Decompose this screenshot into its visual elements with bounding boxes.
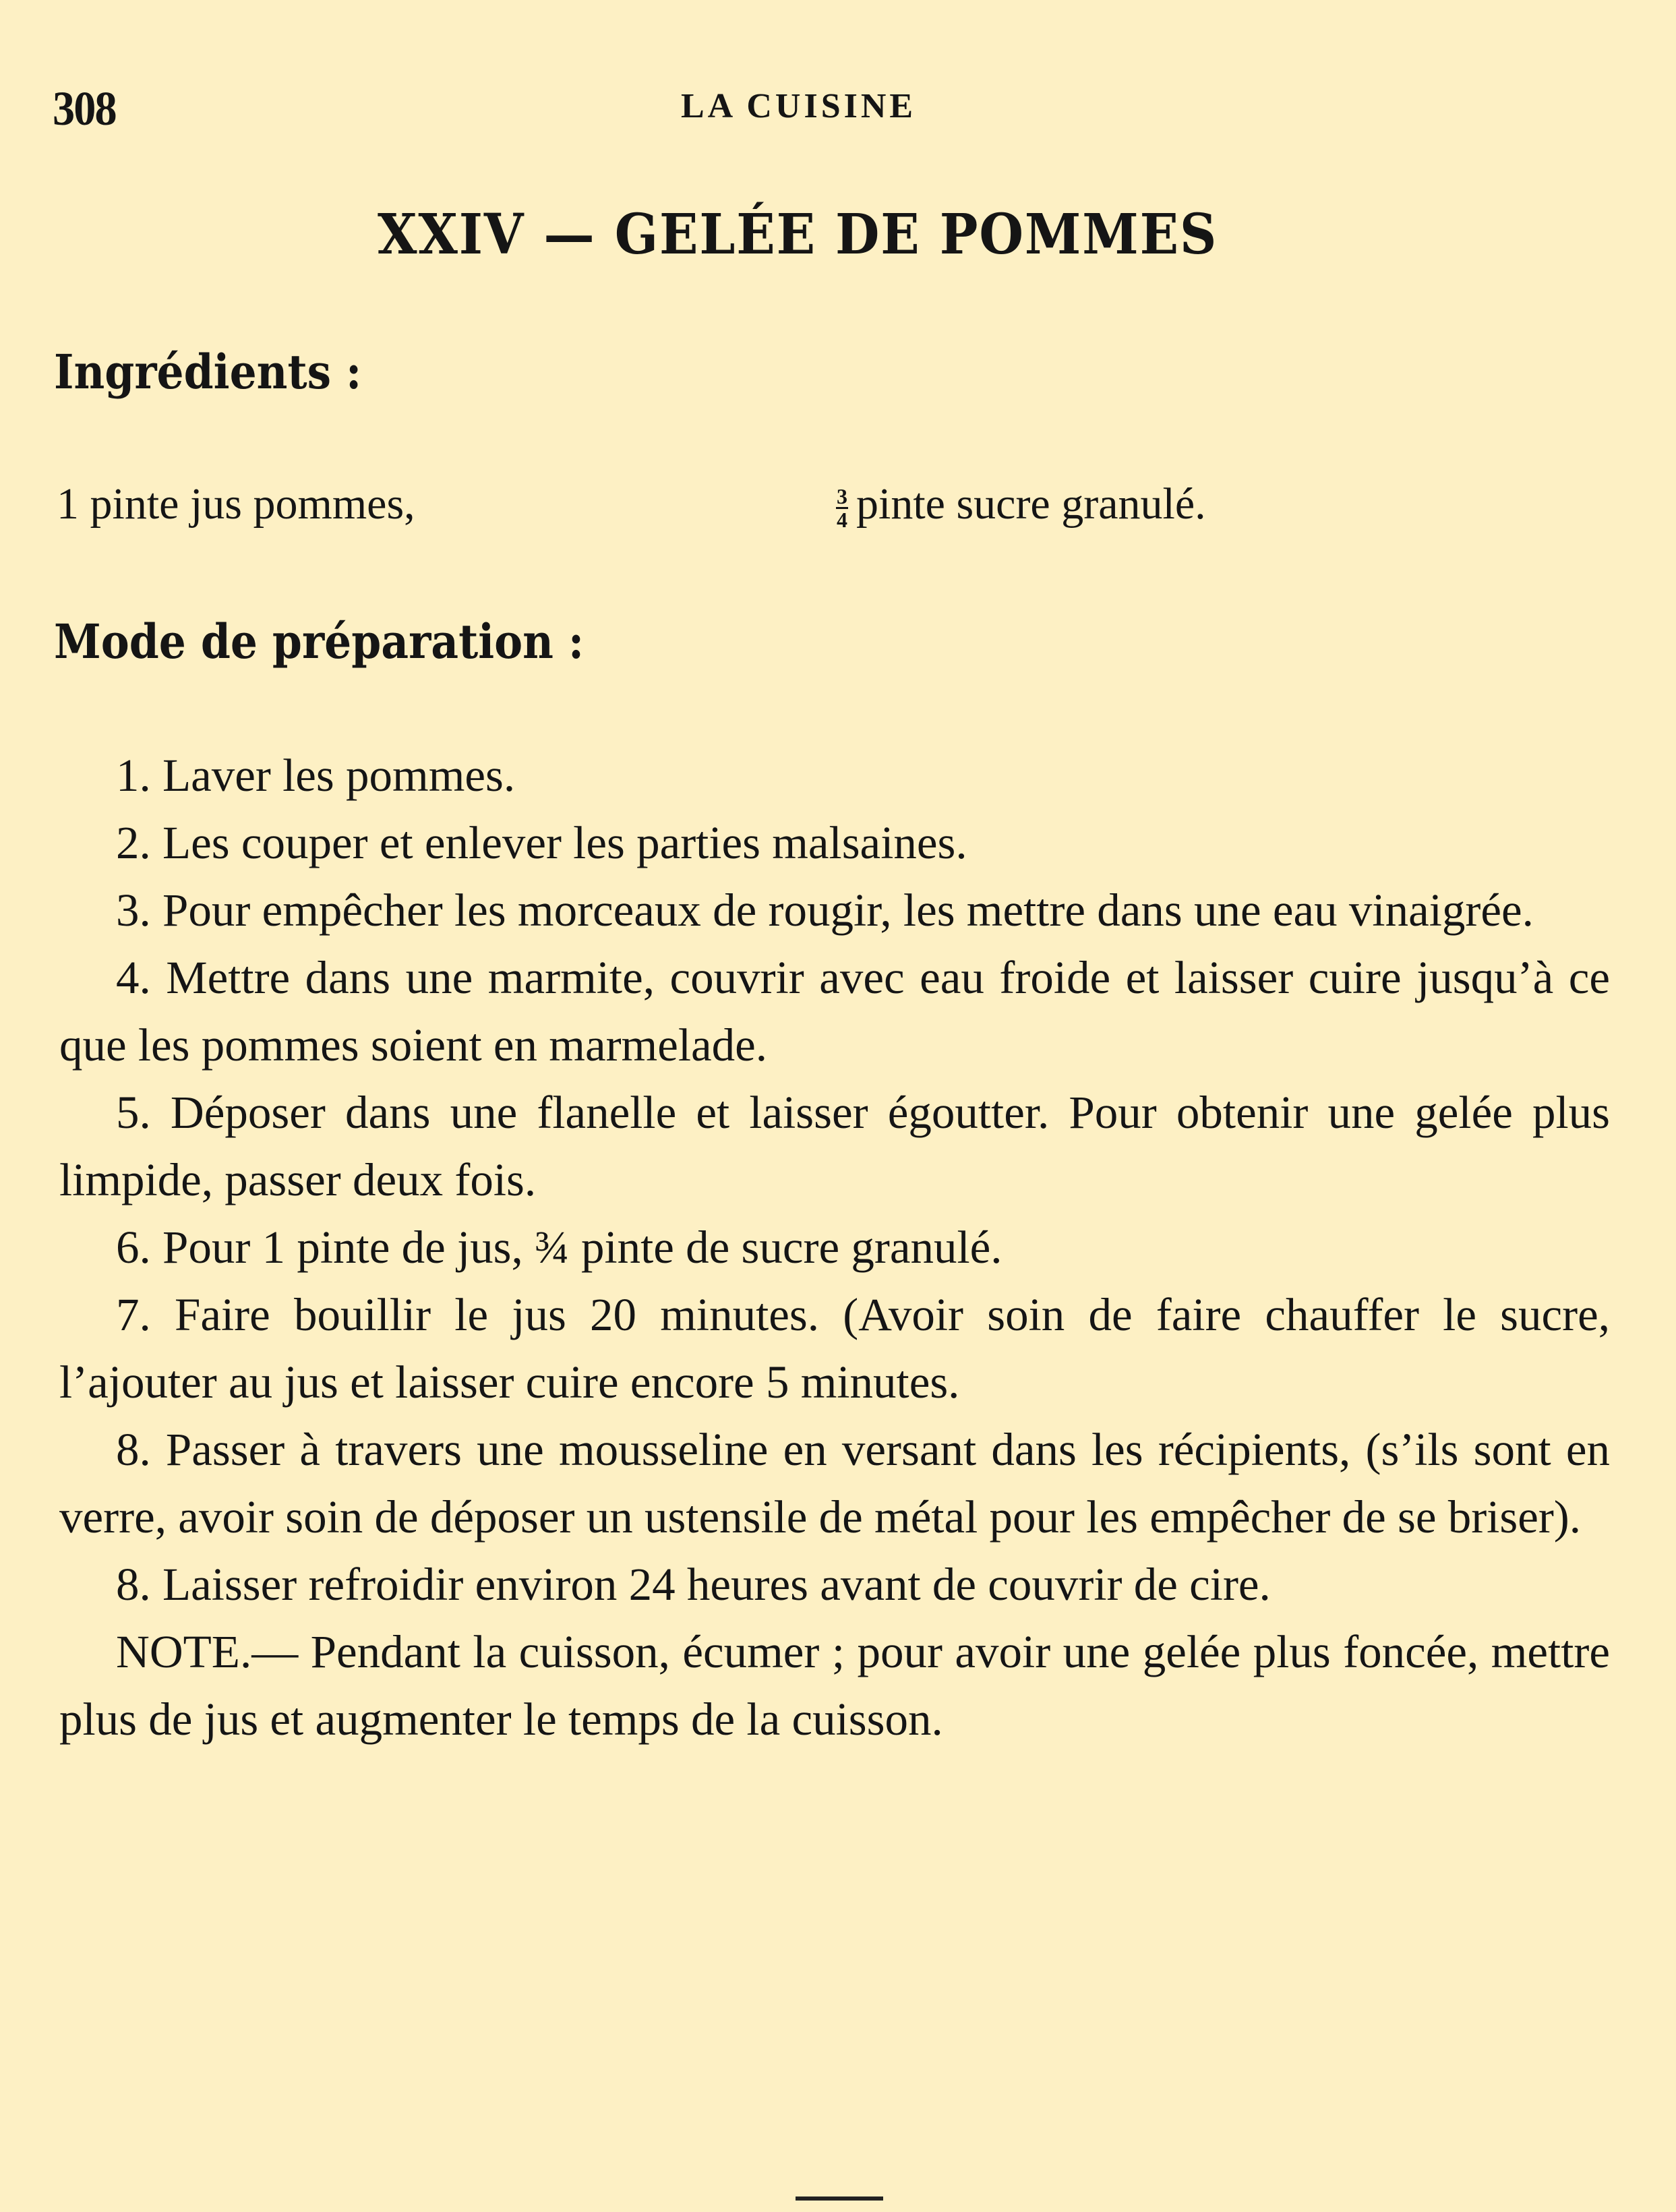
step: 2. Les couper et enlever les parties malsaines. (116, 817, 967, 868)
ingredients-heading: Ingrédients : (54, 344, 362, 400)
preparation-heading: Mode de préparation : (54, 614, 585, 669)
recipe-name: GELÉE DE POMMES (614, 202, 1218, 267)
preparation-steps (59, 742, 1610, 1753)
ingredient-item: $\frac{3}{4}$ pinte sucre granulé. (837, 479, 1206, 533)
step: 3. Pour empêcher les morceaux de rougir, les mettre dans une eau vinaigrée. (116, 885, 1534, 936)
page-number: 308 (53, 82, 116, 136)
fraction: $\frac{3}{4}$ (837, 484, 847, 533)
step: 5. Déposer dans une flanelle et laisser égoutter. Pour obtenir une gelée plus limpide, passer deux fois. (59, 1087, 1610, 1205)
step: 4. Mettre dans une marmite, couvrir avec eau froide et laisser cuire jusqu’à ce que les pommes soient en marmelade. (59, 952, 1610, 1071)
note: NOTE.— Pendant la cuisson, écumer ; pour avoir une gelée plus foncée, mettre plus de jus et augmenter le temps de la cuisson. (59, 1626, 1610, 1745)
running-title: LA CUISINE (681, 87, 917, 125)
step: 7. Faire bouillir le jus 20 minutes. (Avoir soin de faire chauffer le sucre, l’ajouter au jus et laisser cuire encore 5 minutes. (59, 1289, 1610, 1408)
recipe-title (378, 202, 1218, 267)
step: 8. Passer à travers une mousseline en versant dans les récipients, (s’ils sont en verre, avoir soin de déposer un ustensile de métal pour les empêcher de se briser). (59, 1424, 1610, 1543)
step: 6. Pour 1 pinte de jus, ¾ pinte de sucre granulé. (116, 1222, 1002, 1273)
recipe-number: XXIV (378, 202, 525, 267)
step: 8. Laisser refroidir environ 24 heures avant de couvrir de cire. (116, 1559, 1271, 1610)
title-separator: — (543, 202, 596, 267)
end-rule (796, 2196, 883, 2201)
ingredient-item: 1 pinte jus pommes, (57, 479, 415, 529)
step: 1. Laver les pommes. (116, 750, 516, 801)
